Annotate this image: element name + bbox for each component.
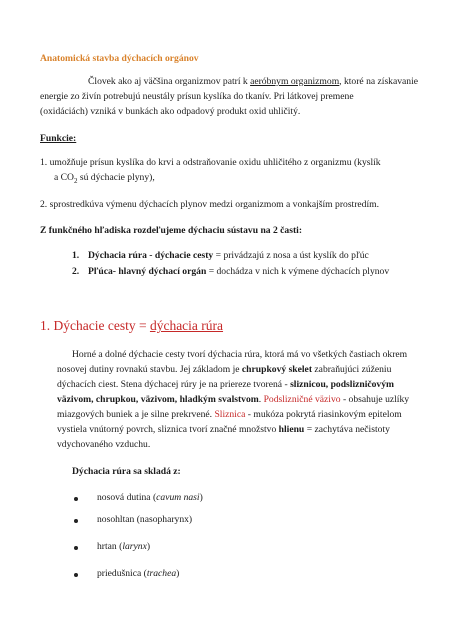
document-title: Anatomická stavba dýchacích orgánov bbox=[40, 53, 199, 64]
list-item-text: ) bbox=[146, 541, 151, 552]
list-item-latin: larynx bbox=[122, 541, 147, 552]
sklada-item-4 bbox=[97, 568, 179, 580]
funkcie-text: a CO bbox=[54, 172, 74, 183]
paragraph-red-term: Podslizničné väzivo bbox=[263, 394, 341, 405]
division-item-1 bbox=[72, 250, 369, 262]
division-item-term: Pľúca- hlavný dýchací orgán bbox=[88, 266, 207, 277]
list-item-latin: cavum nasi bbox=[156, 492, 200, 503]
list-item-text: nosová dutina ( bbox=[97, 492, 157, 503]
list-item-text: hrtan ( bbox=[97, 541, 123, 552]
intro-line-2: energie zo živín potrebujú neustály prísun kyslíka do tkanív. Pri látkovej premene bbox=[40, 91, 354, 102]
paragraph-text: - mukóza pokrytá riasinkovým epitelom bbox=[247, 409, 402, 420]
sklada-heading: Dýchacia rúra sa skladá z: bbox=[72, 466, 181, 477]
intro-line-3: (oxidáciách) vzniká v bunkách ako odpadový produkt oxid uhličitý. bbox=[40, 106, 301, 117]
paragraph-text: dýchacích ciest. Stena dýchacej rúry je na priereze tvorená - bbox=[57, 379, 288, 390]
funkcie-heading: Funkcie: bbox=[40, 133, 77, 144]
paragraph-text: . bbox=[258, 394, 262, 405]
funkcie-item-1-line-2 bbox=[54, 172, 155, 184]
intro-text: , ktoré na získavanie bbox=[339, 76, 419, 87]
co2-subscript: 2 bbox=[73, 176, 78, 185]
section-1-line-3 bbox=[57, 379, 394, 391]
paragraph-text: nosovej dutiny rovnakú stavbu. Jej základom je bbox=[57, 364, 240, 375]
funkcie-text: sú dýchacie plyny), bbox=[77, 172, 155, 183]
section-1-line-5 bbox=[57, 409, 402, 421]
list-number: 2. bbox=[72, 266, 80, 277]
funkcie-item-1-line-1: 1. umožňuje prísun kyslíka do krvi a odstraňovanie oxidu uhličitého z organizmu (kyslík bbox=[40, 157, 381, 168]
paragraph-bold: hlienu bbox=[278, 424, 305, 435]
section-1-heading bbox=[40, 318, 223, 334]
section-heading-link[interactable]: dýchacia rúra bbox=[149, 318, 224, 333]
list-item-text: nosohltan (nasopharynx) bbox=[97, 514, 193, 525]
division-item-term: Dýchacia rúra - dýchacie cesty bbox=[88, 250, 214, 261]
bullet-icon bbox=[74, 573, 78, 577]
sklada-item-3 bbox=[97, 541, 150, 553]
section-heading-text: 1. Dýchacie cesty = bbox=[40, 318, 150, 333]
list-item-latin: trachea bbox=[146, 568, 177, 579]
paragraph-bold: chrupkový skelet bbox=[241, 364, 313, 375]
section-1-line-2 bbox=[57, 364, 391, 376]
list-number: 1. bbox=[72, 250, 80, 261]
paragraph-text: miazgových buniek a je silne prekrvené. bbox=[57, 409, 213, 420]
paragraph-bold: sliznicou, podslizničovým bbox=[290, 379, 395, 390]
section-1-line-4 bbox=[57, 394, 409, 406]
intro-text: Človek ako aj väčšina organizmov patrí k bbox=[88, 76, 251, 87]
aerobic-organisms-link[interactable]: aeróbnym organizmom bbox=[250, 76, 340, 87]
division-heading: Z funkčného hľadiska rozdeľujeme dýchaciu sústavu na 2 časti: bbox=[40, 225, 303, 236]
list-item-text: ) bbox=[176, 568, 180, 579]
bullet-icon bbox=[74, 497, 78, 501]
funkcie-item-2: 2. sprostredkúva výmenu dýchacích plynov medzi organizmom a vonkajším prostredím. bbox=[40, 199, 379, 210]
section-1-line-7: vdychovaného vzduchu. bbox=[57, 439, 151, 450]
paragraph-bold: väzivom, chrupkou, väzivom, hladkým svalstvom bbox=[57, 394, 259, 405]
paragraph-text: zabraňujúci zúženiu bbox=[314, 364, 392, 375]
sklada-item-2 bbox=[97, 514, 192, 526]
paragraph-text: vystiela vnútorný povrch, sliznica tvorí značné množstvo bbox=[57, 424, 277, 435]
intro-line-1 bbox=[88, 76, 418, 88]
division-item-2 bbox=[72, 266, 389, 278]
paragraph-text: - obsahuje uzlíky bbox=[342, 394, 410, 405]
division-item-text: = dochádza v nich k výmene dýchacích plynov bbox=[206, 266, 390, 277]
bullet-icon bbox=[74, 519, 78, 523]
section-1-line-6 bbox=[57, 424, 390, 436]
paragraph-red-term: Sliznica bbox=[214, 409, 246, 420]
bullet-icon bbox=[74, 546, 78, 550]
paragraph-text: = zachytáva nečistoty bbox=[306, 424, 390, 435]
division-item-text: = privádzajú z nosa a úst kyslík do pľúc bbox=[213, 250, 369, 261]
section-1-line-1: Horné a dolné dýchacie cesty tvorí dýchacia rúra, ktorá má vo všetkých častiach okrem bbox=[72, 349, 408, 360]
list-item-text: priedušnica ( bbox=[97, 568, 147, 579]
sklada-item-1 bbox=[97, 492, 203, 504]
list-item-text: ) bbox=[199, 492, 203, 503]
